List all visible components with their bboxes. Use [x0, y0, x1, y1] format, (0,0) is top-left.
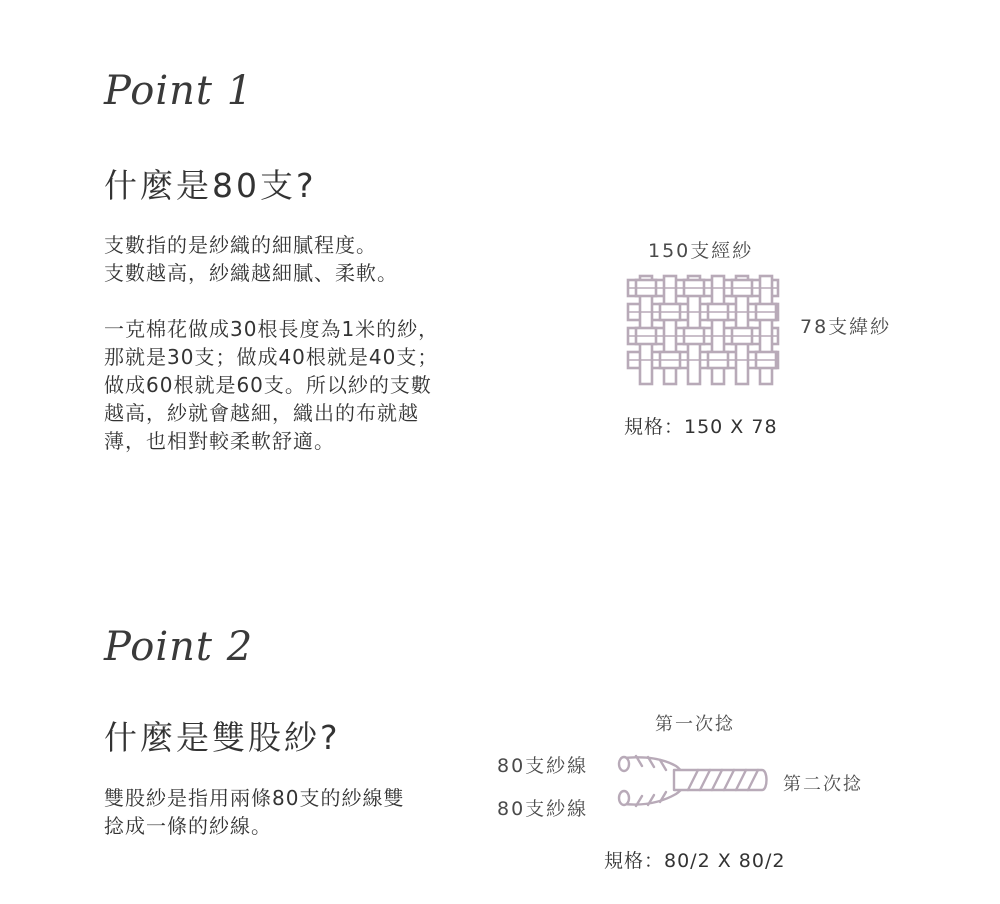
paragraph-line	[104, 287, 439, 315]
point1-paragraph	[104, 231, 439, 455]
point2-paragraph	[104, 784, 404, 840]
first-twist-label: 第一次捻	[655, 714, 735, 735]
point2-title: 什麼是雙股紗?	[104, 718, 341, 757]
lower-strand-end	[619, 791, 629, 805]
paragraph-line: 薄，也相對較柔軟舒適。	[104, 429, 335, 453]
paragraph-line: 雙股紗是指用兩條80支的紗線雙	[104, 786, 405, 810]
yarn-label-2: 80支紗線	[497, 798, 589, 820]
warp-yarn-label: 150支經紗	[648, 240, 754, 262]
paragraph-line: 一克棉花做成30根長度為1米的紗，	[104, 317, 440, 341]
paragraph-line: 那就是30支；做成40根就是40支；	[104, 345, 439, 369]
strand-twist-lines	[636, 756, 666, 806]
yarn-spec: 規格：80/2 X 80/2	[604, 850, 786, 872]
paragraph-line: 支數指的是紗織的細膩程度。	[104, 233, 377, 257]
paragraph-line: 越高，紗就會越細，織出的布就越	[104, 401, 419, 425]
paragraph-line: 捻成一條的紗線。	[104, 814, 272, 838]
point1-script-label: Point 1	[104, 68, 254, 114]
weave-diagram	[628, 276, 778, 384]
fabric-spec: 規格：150 X 78	[624, 416, 778, 438]
second-twist-label: 第二次捻	[783, 774, 863, 795]
twisted-yarn-diagram	[614, 752, 774, 812]
upper-strand-end	[619, 757, 629, 771]
point1-title: 什麼是80支?	[104, 166, 317, 205]
paragraph-line: 做成60根就是60支。所以紗的支數	[104, 373, 432, 397]
paragraph-line: 支數越高，紗織越細膩、柔軟。	[104, 261, 398, 285]
weft-yarn-label: 78支緯紗	[800, 316, 892, 338]
point2-script-label: Point 2	[104, 624, 254, 670]
yarn-label-1: 80支紗線	[497, 755, 589, 777]
